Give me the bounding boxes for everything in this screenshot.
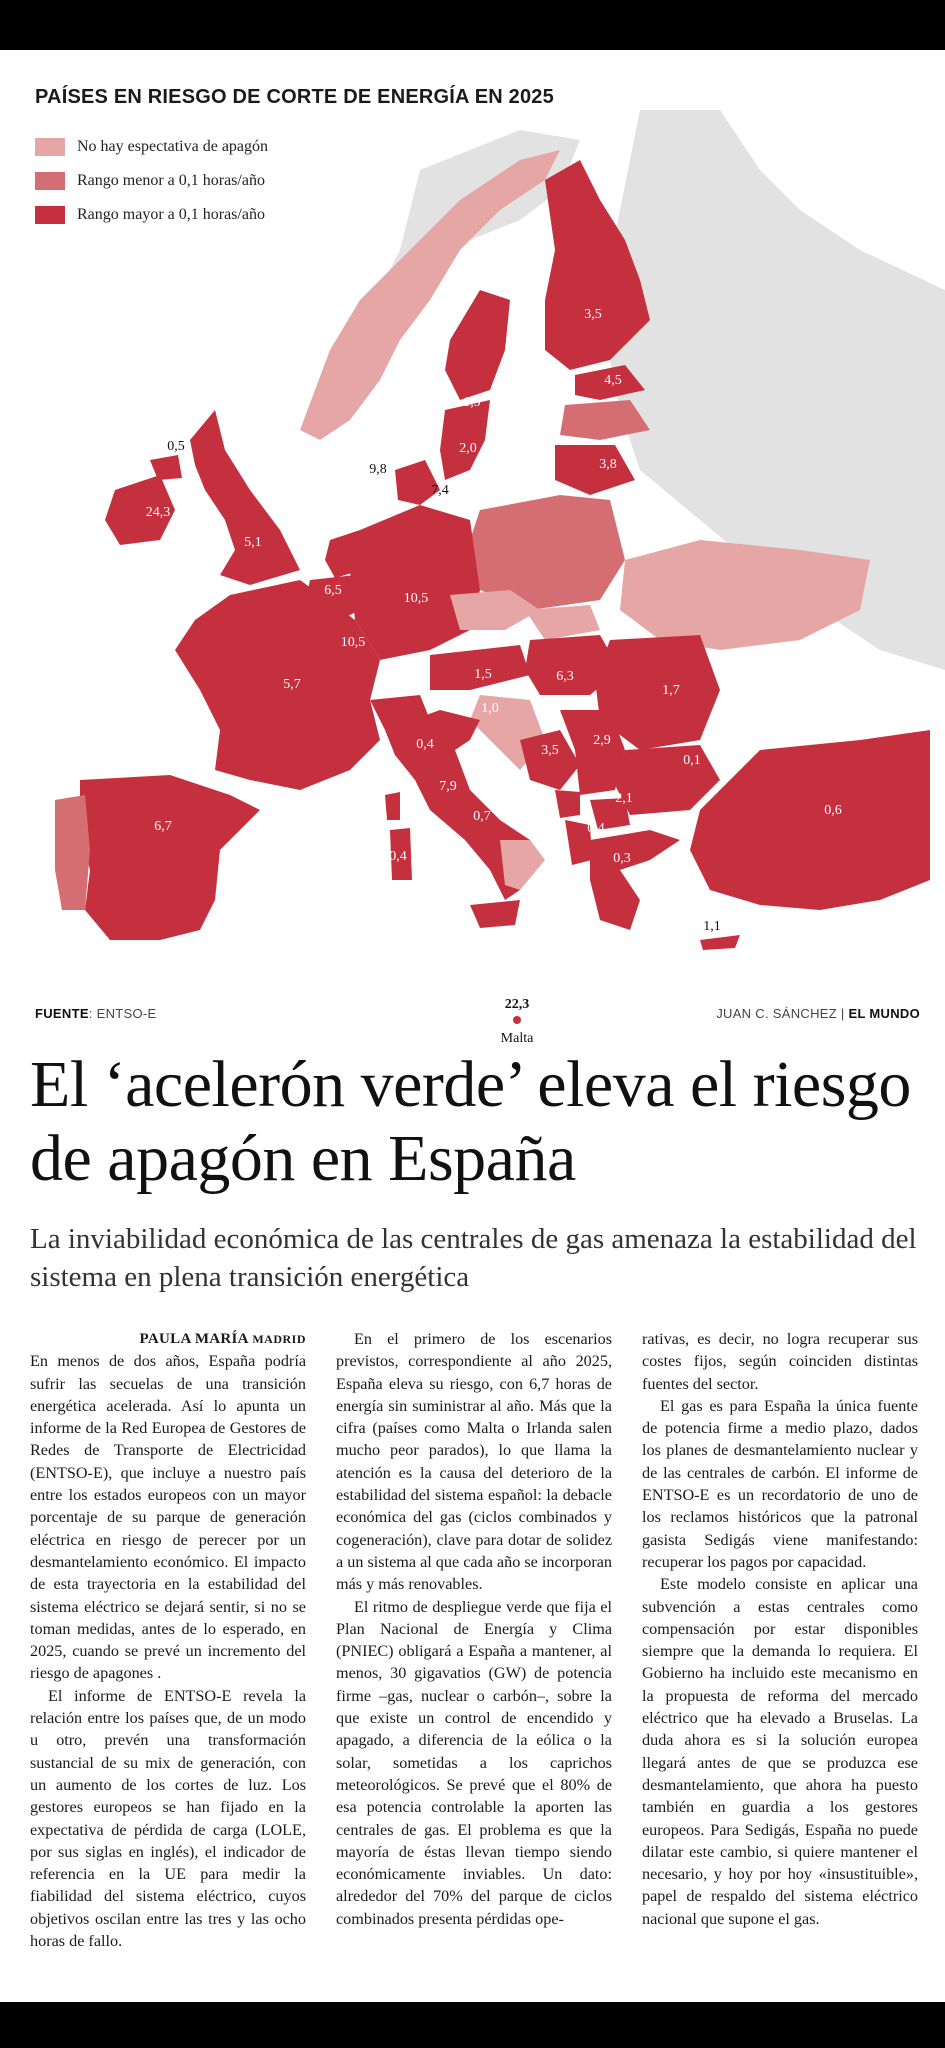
paragraph: En el primero de los escenarios previstos, correspondiente al año 2025, España eleva su riesgo, con 6,7 horas de energía sin suministrar al año. Más que la cifra (países como Malta o Irlanda salen mucho peor parados), lo que llama la atención es la causa del deterioro de la estabilidad del sistema español: la debacle económica del gas (ciclos combinados y cogeneración), clave para dotar de solidez a un sistema al que cada año se incorporan más y más renovables. bbox=[336, 1330, 612, 1594]
country-corsica bbox=[385, 792, 400, 820]
legend-label: Rango menor a 0,1 horas/año bbox=[77, 172, 265, 189]
country-cyprus bbox=[700, 935, 740, 950]
label-belgium: 10,5 bbox=[340, 635, 366, 650]
map-credits bbox=[35, 1006, 920, 1021]
country-portugal bbox=[55, 795, 90, 910]
country-great-britain bbox=[190, 410, 300, 585]
label-serbia: 2,9 bbox=[593, 733, 611, 748]
label-switzerland: 1,0 bbox=[481, 701, 499, 716]
label-hungary: 6,3 bbox=[556, 669, 574, 684]
newspaper-page bbox=[0, 50, 945, 2002]
label-norway: 9,8 bbox=[369, 462, 387, 477]
label-sicily: 0,7 bbox=[473, 809, 491, 824]
label-greece: 0,3 bbox=[613, 851, 631, 866]
label-denmark: 7,4 bbox=[431, 483, 449, 498]
label-germany: 10,5 bbox=[403, 591, 429, 606]
label-ireland: 24,3 bbox=[145, 505, 171, 520]
label-estonia: 4,5 bbox=[604, 373, 622, 388]
label-sardinia: 0,4 bbox=[389, 849, 407, 864]
country-greece bbox=[590, 830, 680, 930]
paragraph: En menos de dos años, España podría sufrir las secuelas de una transición energética acelerada. Así lo apunta un informe de la Red Europea de Gestores de Redes de Transporte de Electricidad (ENTSO-E), que incluye a nuestro país entre los estados europeos con un mayor porcentaje de su parque de generación eléctrica en riesgo de perecer por un desmantelamiento económico. El impacto de esta trayectoria en la estabilidad del sistema eléctrico se dejará sentir, si no se toman medidas, antes de lo esperado, en 2025, cuando se prevé un incremento del riesgo de apagones . bbox=[30, 1352, 306, 1683]
screen-bottom-bar bbox=[0, 2002, 945, 2048]
country-ukraine bbox=[620, 540, 870, 650]
country-slovakia bbox=[525, 605, 600, 640]
legend-swatch-none bbox=[35, 138, 65, 156]
label-malta-value: 22,3 bbox=[504, 997, 530, 1012]
article-subhead: La inviabilidad económica de las centrales de gas amenaza la estabilidad del sistema en plena transición energética bbox=[30, 1223, 917, 1293]
label-sweden-south: 2,0 bbox=[459, 441, 477, 456]
label-italy-north: 0,4 bbox=[416, 737, 434, 752]
country-spain bbox=[80, 775, 260, 940]
country-northern-ireland bbox=[150, 455, 182, 480]
author-name: JUAN C. SÁNCHEZ | bbox=[716, 1006, 849, 1021]
newspaper-name: EL MUNDO bbox=[848, 1006, 920, 1021]
legend-swatch-high bbox=[35, 206, 65, 224]
article-headline: El ‘acelerón verde’ eleva el riesgo de apagón en España bbox=[30, 1048, 911, 1195]
label-bosnia: 3,5 bbox=[541, 743, 559, 758]
label-bulgaria: 0,1 bbox=[683, 753, 701, 768]
article-column-2 bbox=[336, 1328, 612, 1930]
label-cyprus: 1,1 bbox=[703, 919, 721, 934]
article-column-3 bbox=[642, 1328, 918, 1930]
country-sweden-south bbox=[440, 400, 490, 480]
graphic-author bbox=[716, 1006, 920, 1021]
label-spain: 6,7 bbox=[154, 819, 172, 834]
label-malta-name: Malta bbox=[500, 1031, 534, 1046]
label-france: 5,7 bbox=[283, 677, 301, 692]
source-value: : ENTSO-E bbox=[88, 1006, 157, 1021]
map-legend bbox=[35, 130, 268, 232]
label-great-britain: 5,1 bbox=[244, 535, 262, 550]
country-netherlands bbox=[325, 530, 362, 578]
article-column-1 bbox=[30, 1328, 306, 1952]
country-germany bbox=[350, 505, 480, 660]
label-turkey: 0,6 bbox=[824, 803, 842, 818]
country-montenegro bbox=[555, 790, 580, 818]
label-lithuania: 3,8 bbox=[599, 457, 617, 472]
label-austria: 1,5 bbox=[474, 667, 492, 682]
legend-item bbox=[35, 130, 268, 164]
paragraph: El gas es para España la única fuente de potencia firme a medio plazo, dados los planes de desmantelamiento nuclear y de las centrales de carbón. El informe de ENTSO-E es un recordatorio de uno de los reclamos históricos que la patronal gasista Sedigás viene manifestando: recuperar los pagos por capacidad. bbox=[642, 1396, 918, 1571]
paragraph: rativas, es decir, no logra recuperar sus costes fijos, según coinciden distintas fuentes del sector. bbox=[642, 1330, 918, 1393]
paragraph: El ritmo de despliegue verde que fija el Plan Nacional de Energía y Clima (PNIEC) obligará a España a mantener, al menos, 30 gigavatios (GW) de potencia firme –gas, nuclear o carbón–, sobre la que existe un control de encendido y apagado, a diferencia de la eólica o la solar, sometidas a los caprichos meteorológicos. Se prevé que el 80% de esa potencia controlable la aporten las centrales de gas. El problema es que la mayoría de éstas llevan tiempo siendo económicamente inviables. Un dato: alrededor del 70% del parque de ciclos combinados presenta pérdidas ope- bbox=[336, 1597, 612, 1928]
byline bbox=[30, 1328, 306, 1350]
source-label: FUENTE bbox=[35, 1006, 89, 1021]
legend-label: Rango mayor a 0,1 horas/año bbox=[77, 206, 265, 223]
country-sweden-north bbox=[445, 290, 510, 400]
paragraph: Este modelo consiste en aplicar una subvención a estas centrales como compensación por estar disponibles siempre que la demanda lo requiera. El Gobierno ha incluido este mecanismo en la propuesta de reforma del mercado eléctrico que ha elevado a Bruselas. La duda ahora es si la solución europea llegará antes de que se produzca ese desmantelamiento, que ahora ha puesto también en guardia a los gestores europeos. Para Sedigás, España no puede dilatar este cambio, si quiere mantener el necesario, y hoy por hoy «insustituible», papel de respaldo del sistema eléctrico nacional que supone el gas. bbox=[642, 1575, 918, 1928]
byline-place: MADRID bbox=[248, 1332, 306, 1346]
label-macedonia: 2,1 bbox=[615, 791, 633, 806]
legend-swatch-low bbox=[35, 172, 65, 190]
country-turkey bbox=[690, 730, 930, 910]
paragraph: El informe de ENTSO-E revela la relación entre los países que, de un modo u otro, prevén una transformación sustancial de su mix de generación, con un aumento de los cortes de luz. Los gestores europeos se han fijado en la expectativa de pérdida de carga (LOLE, por sus siglas en inglés), el indicador de referencia en la UE para medir la fiabilidad del sistema eléctrico, cuyos objetivos oscilan entre las tres y las ocho horas de fallo. bbox=[30, 1686, 306, 1951]
legend-item bbox=[35, 164, 268, 198]
country-sicily bbox=[470, 900, 520, 928]
label-northern-ireland: 0,5 bbox=[167, 439, 185, 454]
label-italy-central: 7,9 bbox=[439, 779, 457, 794]
byline-name: PAULA MARÍA bbox=[139, 1331, 249, 1347]
country-lithuania bbox=[555, 445, 635, 495]
map-title: PAÍSES EN RIESGO DE CORTE DE ENERGÍA EN 2025 bbox=[35, 86, 554, 108]
label-romania: 1,7 bbox=[662, 683, 680, 698]
label-albania: 0,4 bbox=[587, 821, 605, 836]
label-netherlands: 6,5 bbox=[324, 583, 342, 598]
label-finland: 3,5 bbox=[584, 307, 602, 322]
legend-label: No hay espectativa de apagón bbox=[77, 138, 269, 155]
label-sweden-north: 1,9 bbox=[463, 395, 481, 410]
legend-item bbox=[35, 198, 268, 232]
country-italy-south bbox=[500, 840, 545, 890]
